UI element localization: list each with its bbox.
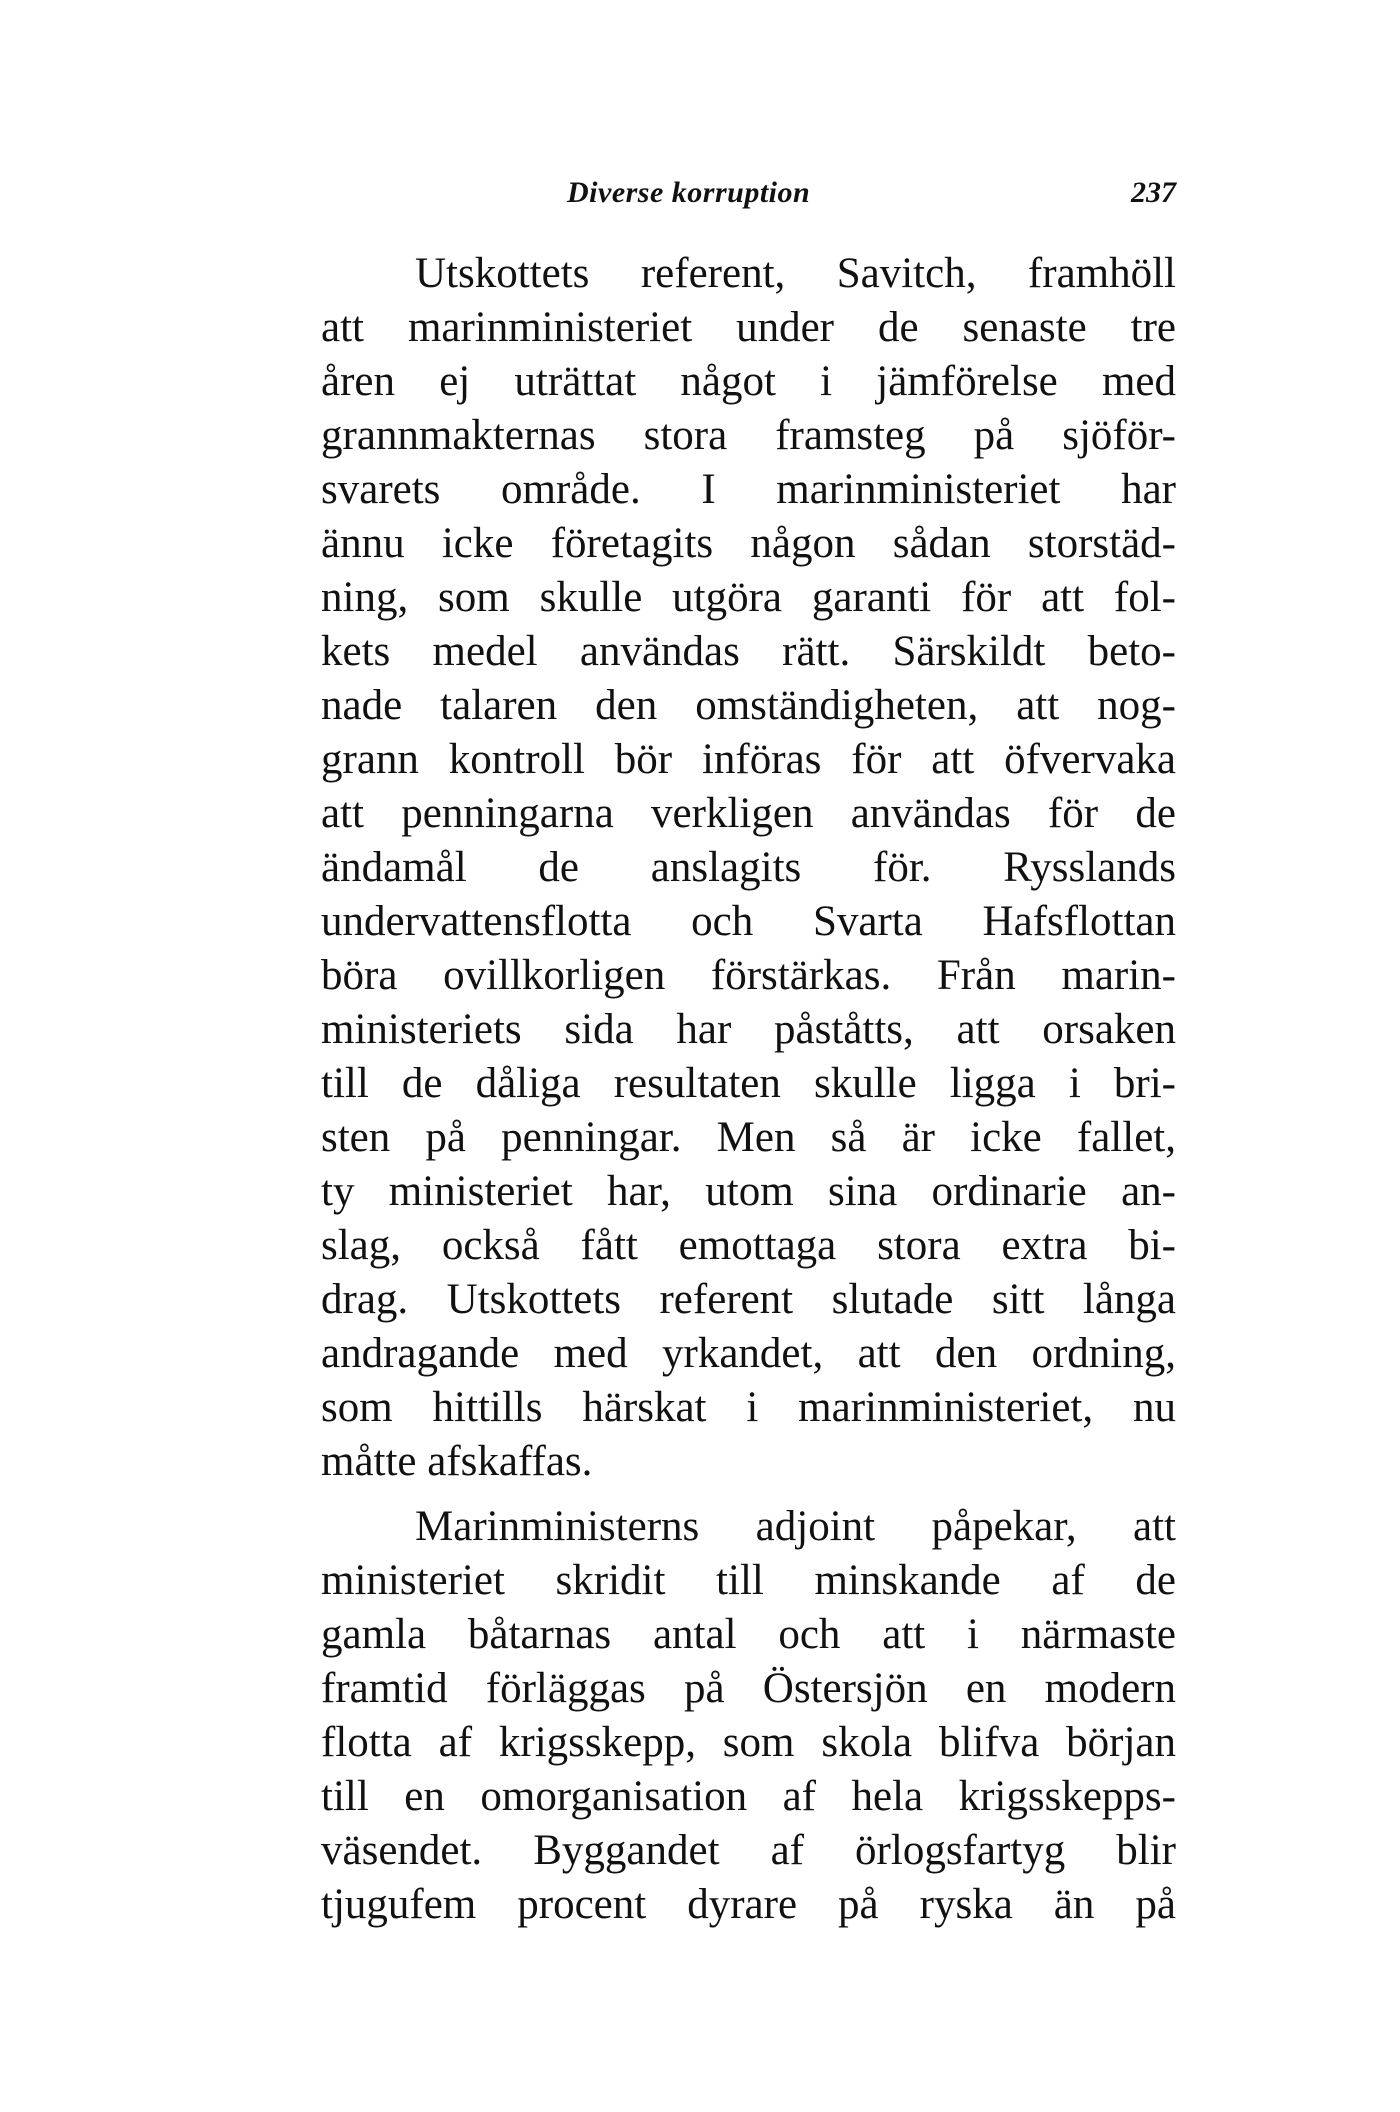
text-line: ning, som skulle utgöra garanti för att fol- [321, 574, 1176, 621]
text-line: till en omorganisation af hela krigsskepps- [321, 1773, 1176, 1820]
text-line: ministeriets sida har påståtts, att orsaken [321, 1006, 1176, 1053]
text-line: slag, också fått emottaga stora extra bi- [321, 1222, 1176, 1269]
text-line: flotta af krigsskepp, som skola blifva början [321, 1719, 1176, 1766]
text-line: Utskottets referent, Savitch, framhöll [415, 250, 1176, 297]
text-line: gamla båtarnas antal och att i närmaste [321, 1611, 1176, 1658]
text-line: att penningarna verkligen användas för de [321, 790, 1176, 837]
text-line: drag. Utskottets referent slutade sitt långa [321, 1276, 1176, 1323]
text-line: framtid förläggas på Östersjön en modern [321, 1665, 1176, 1712]
text-line: undervattensflotta och Svarta Hafsflottan [321, 898, 1176, 945]
text-line: sten på penningar. Men så är icke fallet, [321, 1114, 1176, 1161]
text-line: kets medel användas rätt. Särskildt beto- [321, 628, 1176, 675]
text-line: åren ej uträttat något i jämförelse med [321, 358, 1176, 405]
text-line: grannmakternas stora framsteg på sjöför- [321, 412, 1176, 459]
text-line: svarets område. I marinministeriet har [321, 466, 1176, 513]
text-line: som hittills härskat i marinministeriet, nu [321, 1384, 1176, 1431]
text-line: böra ovillkorligen förstärkas. Från marin- [321, 952, 1176, 999]
text-line: Marinministerns adjoint påpekar, att [415, 1503, 1176, 1550]
running-title: Diverse korruption [567, 176, 811, 209]
text-line: att marinministeriet under de senaste tre [321, 304, 1176, 351]
text-line: tjugufem procent dyrare på ryska än på [321, 1881, 1176, 1928]
text-line: måtte afskaffas. [321, 1438, 593, 1485]
text-line: ministeriet skridit till minskande af de [321, 1557, 1176, 1604]
running-head [321, 176, 1176, 216]
text-line: andragande med yrkandet, att den ordning, [321, 1330, 1176, 1377]
text-line: nade talaren den omständigheten, att nog- [321, 682, 1176, 729]
text-line: till de dåliga resultaten skulle ligga i bri- [321, 1060, 1176, 1107]
page-number: 237 [1131, 176, 1176, 209]
text-line: ännu icke företagits någon sådan storstäd- [321, 520, 1176, 567]
text-line: ändamål de anslagits för. Rysslands [321, 844, 1176, 891]
text-line: grann kontroll bör införas för att öfvervaka [321, 736, 1176, 783]
text-line: ty ministeriet har, utom sina ordinarie an- [321, 1168, 1176, 1215]
text-line: väsendet. Byggandet af örlogsfartyg blir [321, 1827, 1176, 1874]
